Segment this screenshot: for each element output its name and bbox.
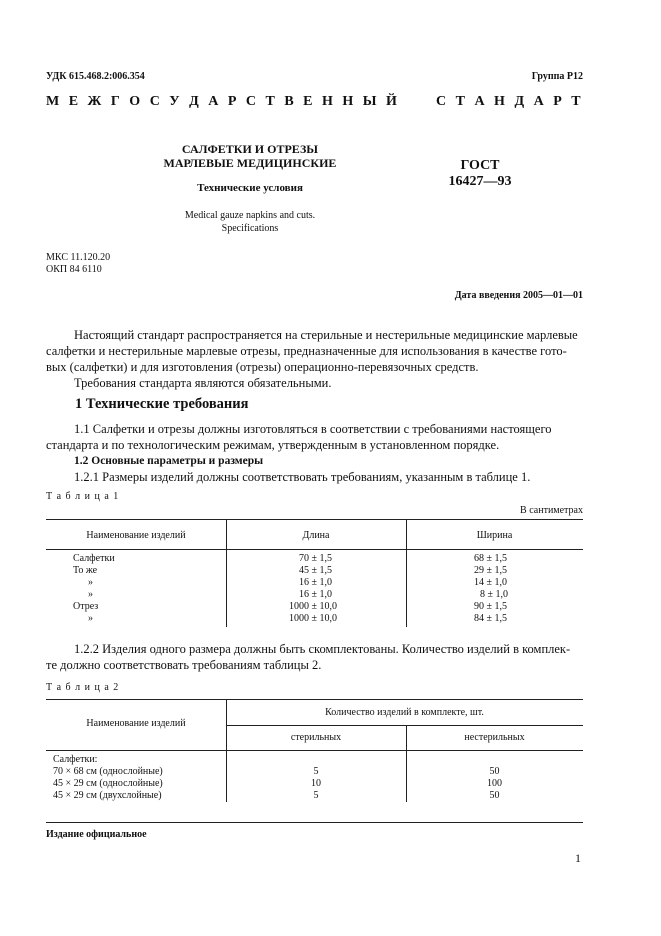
intro-line2: салфетки и нестерильные марлевые отрезы, предназначенные для использования в качестве гото- bbox=[46, 344, 567, 358]
t1-r3-name: » bbox=[88, 577, 93, 588]
t1-r4-length: 16 ± 1,0 bbox=[299, 589, 332, 600]
table2-header-nonsterile: нестерильных bbox=[464, 732, 525, 743]
t2-r4-sterile: 5 bbox=[313, 790, 319, 801]
t1-r5-width: 90 ± 1,5 bbox=[474, 601, 507, 612]
t1-r1-length: 70 ± 1,5 bbox=[299, 553, 332, 564]
page-number: 1 bbox=[575, 851, 581, 865]
table1-header-name: Наименование изделий bbox=[86, 530, 186, 541]
en-title-line2: Specifications bbox=[221, 223, 279, 234]
p121-text: 1.2.1 Размеры изделий должны соответствовать требованиям, указанным в таблице 1. bbox=[74, 470, 531, 484]
p122-line2: те должно соответствовать требованиям таблицы 2. bbox=[46, 658, 322, 672]
t1-r2-width: 29 ± 1,5 bbox=[474, 565, 507, 576]
table2-header-group: Количество изделий в комплекте, шт. bbox=[325, 707, 484, 718]
t2-r2-nonsterile: 50 bbox=[489, 766, 500, 777]
en-title-line1: Medical gauze napkins and cuts. bbox=[184, 210, 316, 221]
banner-right: С Т А Н Д А Р Т bbox=[436, 94, 584, 109]
p12-heading: 1.2 Основные параметры и размеры bbox=[74, 455, 264, 467]
table2-label: Т а б л и ц а 2 bbox=[46, 682, 120, 693]
t1-r6-width: 84 ± 1,5 bbox=[474, 613, 507, 624]
table2-header-sterile: стерильных bbox=[290, 732, 342, 743]
t1-r5-name: Отрез bbox=[73, 601, 99, 612]
table2-header-name: Наименование изделий bbox=[86, 718, 186, 729]
title-line2: МАРЛЕВЫЕ МЕДИЦИНСКИЕ bbox=[163, 156, 337, 170]
t2-r2-name: 70 × 68 см (однослойные) bbox=[53, 766, 163, 777]
udk-code: УДК 615.468.2:006.354 bbox=[46, 71, 145, 82]
gost-number: 16427—93 bbox=[448, 174, 512, 189]
t2-r4-name: 45 × 29 см (двухслойные) bbox=[53, 790, 162, 801]
t1-r5-length: 1000 ± 10,0 bbox=[289, 601, 337, 612]
t2-r4-nonsterile: 50 bbox=[489, 790, 500, 801]
intro-line4: Требования стандарта являются обязательными. bbox=[74, 376, 332, 390]
t2-r3-nonsterile: 100 bbox=[487, 778, 502, 789]
gost-label: ГОСТ bbox=[460, 158, 500, 173]
table1-header-width: Ширина bbox=[476, 530, 513, 541]
t1-r1-width: 68 ± 1,5 bbox=[474, 553, 507, 564]
table1-units: В сантиметрах bbox=[520, 505, 583, 516]
t1-r4-width: 8 ± 1,0 bbox=[480, 589, 508, 600]
t2-r2-sterile: 5 bbox=[313, 766, 319, 777]
t1-r2-length: 45 ± 1,5 bbox=[299, 565, 332, 576]
t2-r3-name: 45 × 29 см (однослойные) bbox=[53, 778, 163, 789]
p122-line1: 1.2.2 Изделия одного размера должны быть скомплектованы. Количество изделий в комплек- bbox=[74, 642, 571, 656]
t1-r4-name: » bbox=[88, 589, 93, 600]
mks-code: МКС 11.120.20 bbox=[46, 252, 111, 263]
table1-header-length: Длина bbox=[302, 530, 330, 541]
t1-r1-name: Салфетки bbox=[73, 553, 115, 564]
section1-heading: 1 Технические требования bbox=[75, 396, 249, 412]
banner-left: М Е Ж Г О С У Д А Р С Т В Е Н Н Ы Й bbox=[46, 94, 400, 109]
t2-r1-name: Салфетки: bbox=[53, 754, 98, 765]
t1-r6-length: 1000 ± 10,0 bbox=[289, 613, 337, 624]
t1-r3-length: 16 ± 1,0 bbox=[299, 577, 332, 588]
intro-date: Дата введения 2005—01—01 bbox=[454, 290, 583, 301]
t2-r3-sterile: 10 bbox=[311, 778, 321, 789]
p11-line2: стандарта и по технологическим режимам, утвержденным в установленном порядке. bbox=[46, 438, 500, 452]
okp-code: ОКП 84 6110 bbox=[46, 264, 102, 275]
subtitle: Технические условия bbox=[197, 182, 303, 194]
edition-note: Издание официальное bbox=[46, 829, 147, 840]
table1-label: Т а б л и ц а 1 bbox=[46, 491, 120, 502]
intro-line1: Настоящий стандарт распространяется на стерильные и нестерильные медицинские марлевые bbox=[74, 328, 578, 342]
t1-r3-width: 14 ± 1,0 bbox=[474, 577, 507, 588]
group-code: Группа Р12 bbox=[531, 71, 583, 82]
intro-line3: вых (салфетки) и для изготовления (отрезы) операционно-перевязочных средств. bbox=[46, 360, 479, 374]
title-line1: САЛФЕТКИ И ОТРЕЗЫ bbox=[181, 142, 319, 156]
p11-line1: 1.1 Салфетки и отрезы должны изготовляться в соответствии с требованиями настоящего bbox=[74, 422, 552, 436]
t1-r2-name: То же bbox=[73, 565, 98, 576]
t1-r6-name: » bbox=[88, 613, 93, 624]
